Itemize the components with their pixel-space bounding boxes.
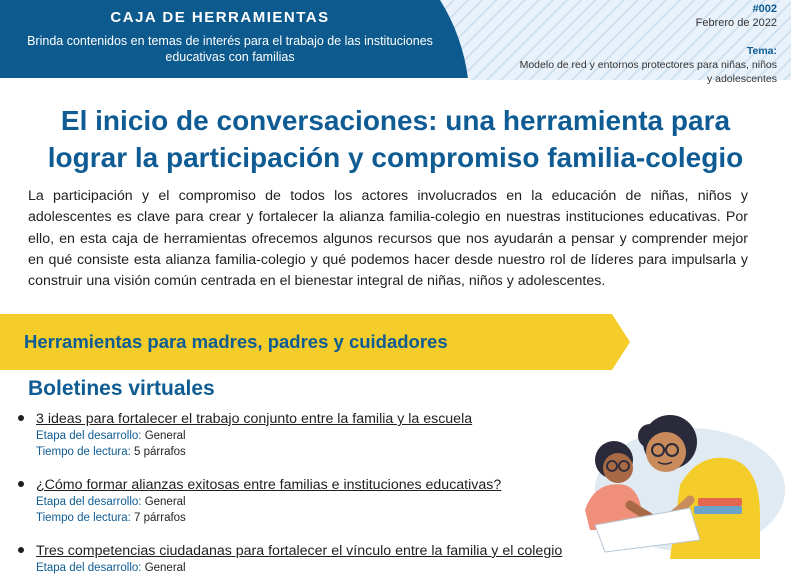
bullet [18, 415, 24, 421]
bullet [18, 481, 24, 487]
tema-value: Modelo de red y entornos protectores para niñas, niños y adolescentes [519, 59, 777, 85]
item-time [36, 511, 638, 527]
bulletin-link[interactable]: 3 ideas para fortalecer el trabajo conjunto entre la familia y la escuela [36, 411, 473, 427]
list-item [18, 475, 638, 526]
item-stage [36, 561, 638, 577]
reading-illustration-art [570, 390, 791, 559]
list-item [18, 409, 638, 460]
stage-value: General [144, 430, 186, 442]
header-banner [0, 0, 470, 78]
bulletin-list [18, 409, 638, 577]
stage-label: Etapa del desarrollo: [36, 430, 142, 442]
section-banner-text: Herramientas para madres, padres y cuidadores [24, 331, 448, 352]
bullet [18, 547, 24, 553]
bulletin-link[interactable]: ¿Cómo formar alianzas exitosas entre familias e instituciones educativas? [36, 477, 502, 493]
issue-number: #002 [752, 3, 777, 15]
issue-info [696, 2, 777, 30]
stage-value: General [144, 562, 186, 574]
time-value: 7 párrafos [134, 511, 186, 524]
item-stage [36, 429, 638, 445]
issue-date: Febrero de 2022 [695, 17, 777, 29]
time-label: Tiempo de lectura: [36, 511, 131, 524]
time-value: 5 párrafos [134, 445, 186, 458]
bulletin-link[interactable]: Tres competencias ciudadanas para fortalecer el vínculo entre la familia y el colegio [36, 543, 563, 559]
header-description: Brinda contenidos en temas de interés para el trabajo de las instituciones educativas con familias [27, 34, 433, 64]
tema-label: Tema: [746, 45, 777, 57]
page-title-line2: lograr la participación y compromiso familia-colegio [47, 142, 744, 173]
intro-paragraph: La participación y el compromiso de todos los actores involucrados en la educación de niñas, niños y adolescentes es clave para crear y fortalecer la alianza familia-colegio en nuestras instituciones educativas. Por ello, en esta caja de herramientas ofrecemos algunos recursos que nos ayudarán a pensar y comprender mejor en qué consiste esta alianza familia-colegio y qué podemos hacer desde nuestro rol de líderes para impulsarla y construir una visión común centrada en el bienestar integral de niñas, niños y adolescentes. [28, 188, 748, 290]
page-title [0, 102, 791, 176]
time-label: Tiempo de lectura: [36, 445, 131, 458]
section-banner [0, 314, 630, 370]
stage-label: Etapa del desarrollo: [36, 496, 142, 508]
stage-label: Etapa del desarrollo: [36, 562, 142, 574]
header-label: CAJA DE HERRAMIENTAS [110, 9, 330, 26]
page-title-line1: El inicio de conversaciones: una herramienta para [60, 105, 731, 136]
reading-illustration [570, 390, 791, 559]
tema-block [517, 44, 777, 86]
item-time [36, 445, 638, 461]
subsection-title: Boletines virtuales [28, 377, 215, 400]
item-stage [36, 495, 638, 511]
stage-value: General [144, 496, 186, 508]
